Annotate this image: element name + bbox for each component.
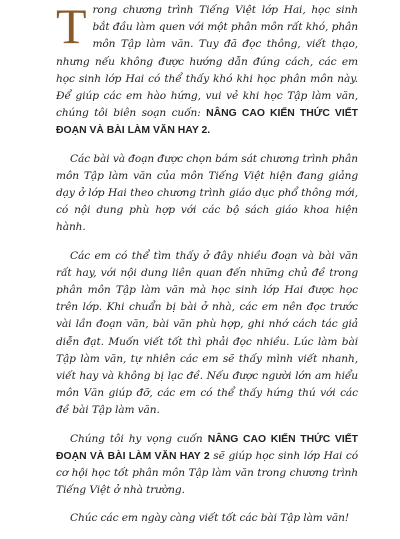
intro-text: rong chương trình Tiếng Việt lớp Hai, học sinh bắt đầu làm quen với một phân môn rất khó, phân môn Tập làm văn. Tuy đã đọc thông, viết thạo, nhưng nếu không được hướng dẫn đúng cách, các em học sinh lớp Hai có thể thấy khó khi học phân môn này. Để giúp các em hào hứng, vui vẻ khi học Tập làm văn, chúng tôi biên soạn cuốn: [56, 4, 358, 120]
paragraph-4 [56, 431, 358, 500]
drop-cap: T [56, 0, 87, 54]
preface-text [56, 2, 358, 539]
paragraph-5: Chúc các em ngày càng viết tốt các bài Tập làm văn! [70, 512, 349, 525]
book-title-2: NÂNG CAO KIẾN THỨC VIẾT ĐOẠN VÀ BÀI LÀM VĂN HAY 2 [56, 433, 359, 462]
intro-end: . [207, 125, 211, 137]
p4-end: sẽ giúp học sinh lớp Hai có cơ hội học tốt phân môn Tập làm văn trong chương trình Tiếng Việt ở nhà trường. [56, 449, 359, 497]
paragraph-2: Các bài và đoạn được chọn bám sát chương trình phân môn Tập làm văn của môn Tiếng Việt hiện đang giảng dạy ở lớp Hai theo chương trình giáo dục phổ thông mới, có nội dung phù hợp với các bộ sách giáo khoa hiện hành. [56, 152, 358, 234]
intro-paragraph [56, 2, 358, 140]
paragraph-3: Các em có thể tìm thấy ở đây nhiều đoạn và bài văn rất hay, với nội dung liên quan đến những chủ đề trong phân môn Tập làm văn mà học sinh lớp Hai được học trên lớp. Khi chuẩn bị bài ở nhà, các em nên đọc trước vài lần đoạn văn, bài văn phù hợp, ghi nhớ cách tác giả diễn đạt. Muốn viết tốt thì phải đọc nhiều. Lúc làm bài Tập làm văn, tự nhiên các em sẽ thấy mình viết nhanh, viết hay và không bị lạc đề. Nếu được người lớn am hiểu môn Văn giúp đỡ, các em có thể thấy hứng thú với các đề bài Tập làm văn. [56, 249, 358, 417]
p4-start: Chúng tôi hy vọng cuốn [70, 432, 203, 445]
book-title: NÂNG CAO KIẾN THỨC VIẾT ĐOẠN VÀ BÀI LÀM VĂN HAY 2 [56, 108, 358, 137]
